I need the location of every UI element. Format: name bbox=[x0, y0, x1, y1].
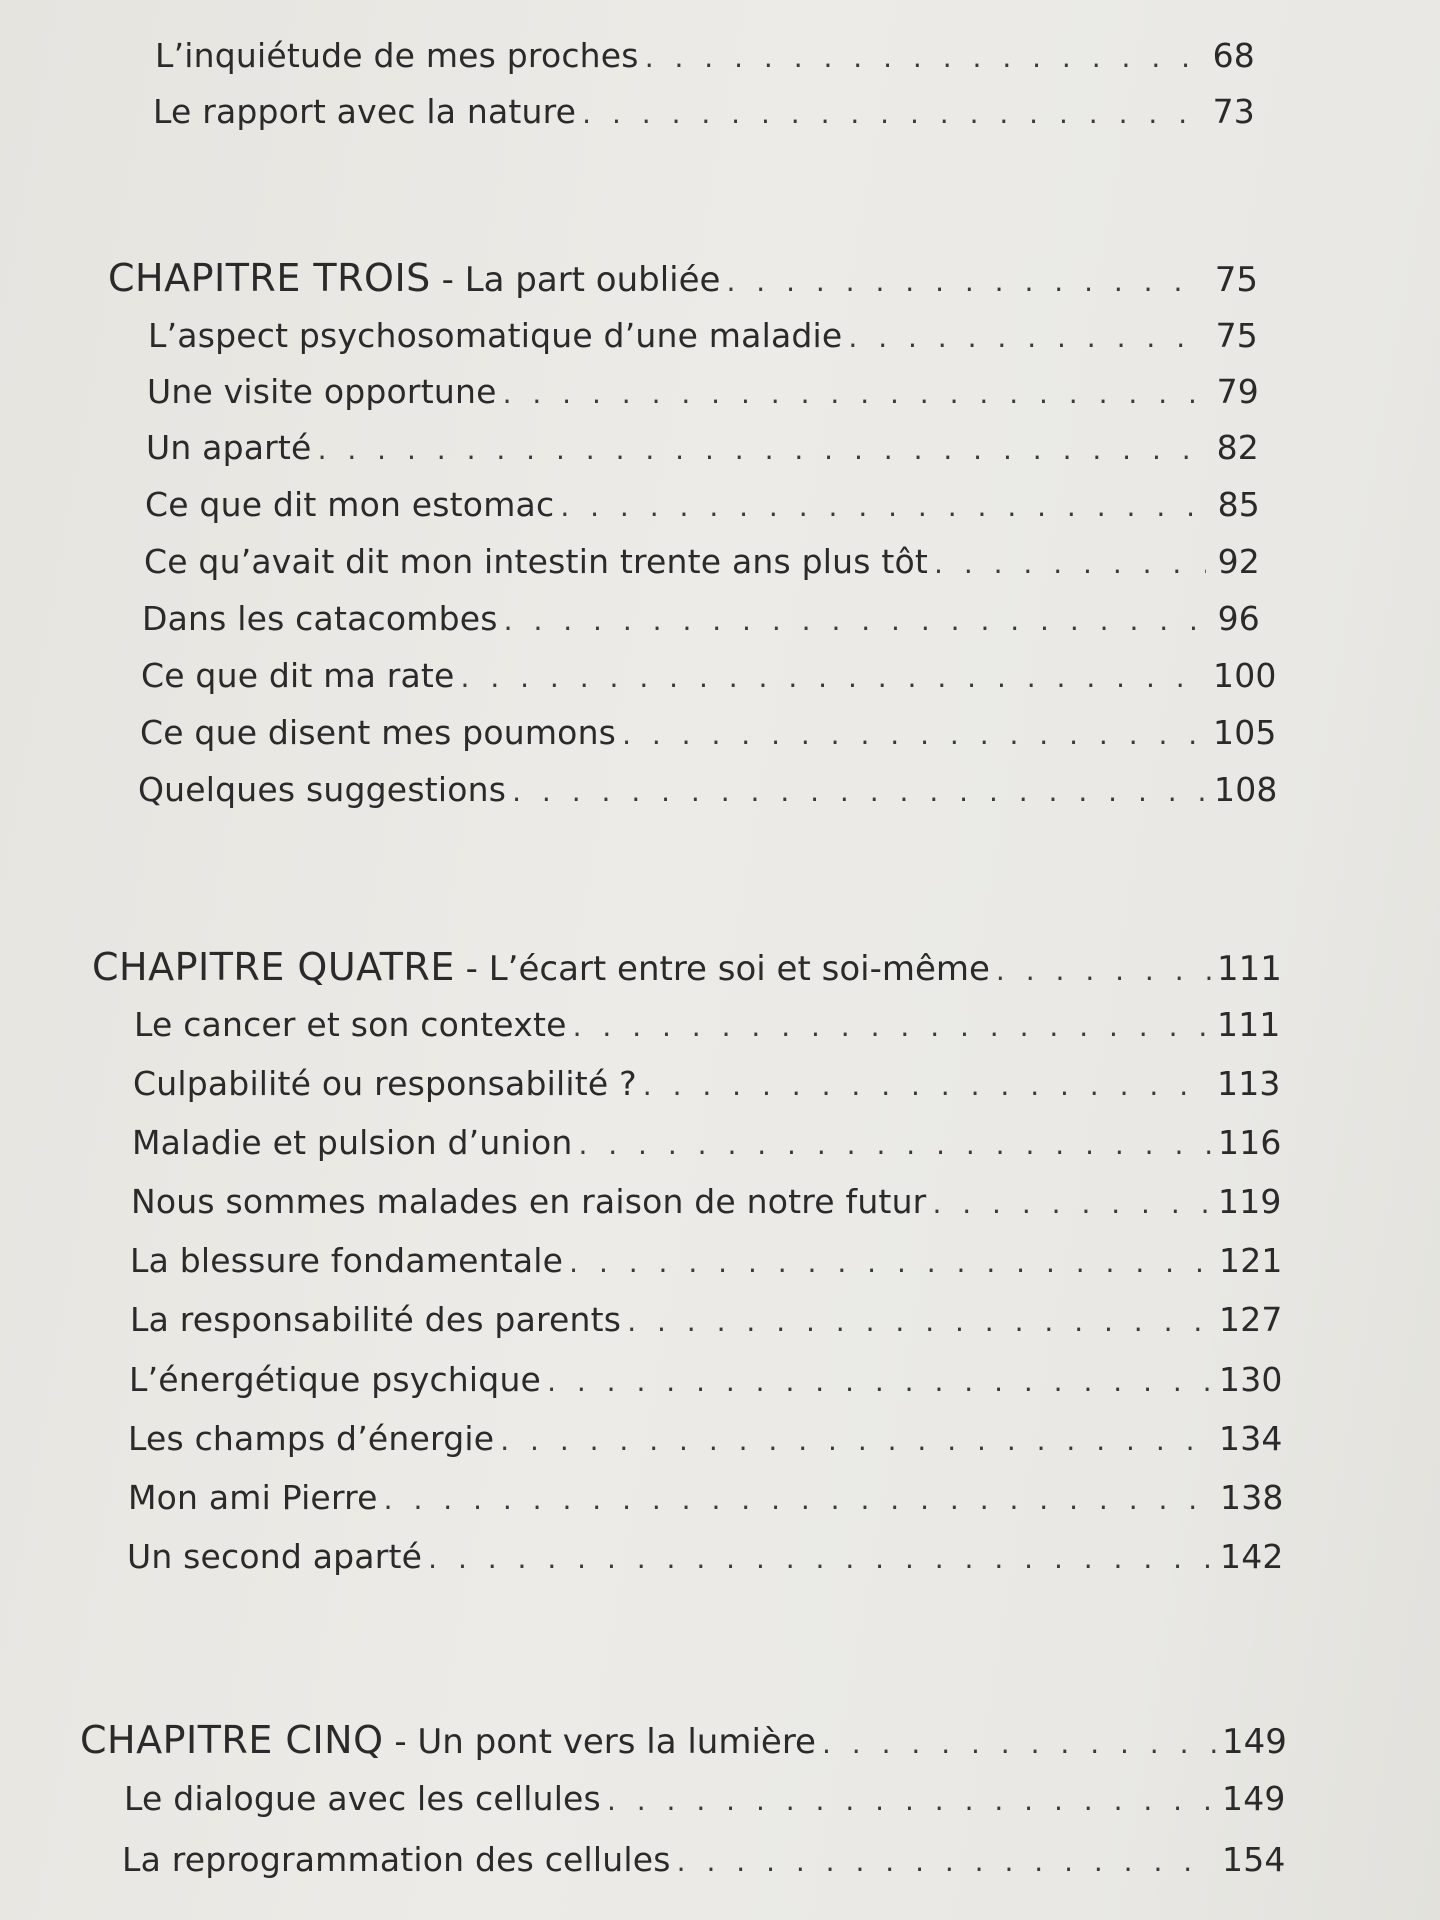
toc-entry-page: 108 bbox=[1214, 770, 1278, 809]
dot-leader bbox=[726, 265, 1204, 299]
toc-entry-title: Le dialogue avec les cellules bbox=[124, 1779, 601, 1818]
toc-entry bbox=[130, 1300, 1283, 1340]
toc-entry bbox=[142, 599, 1260, 639]
toc-entry-page: 92 bbox=[1217, 542, 1260, 581]
toc-entry-page: 116 bbox=[1218, 1123, 1282, 1162]
toc-entry bbox=[128, 1419, 1283, 1459]
toc-entry bbox=[122, 1840, 1286, 1880]
toc-entry-title: Ce que dit ma rate bbox=[141, 656, 455, 695]
dot-leader bbox=[643, 1069, 1211, 1103]
toc-entry bbox=[131, 1182, 1282, 1222]
toc-entry-title: Maladie et pulsion d’union bbox=[132, 1123, 573, 1162]
toc-entry-page: 79 bbox=[1216, 372, 1259, 411]
toc-entry-page: 100 bbox=[1213, 656, 1277, 695]
toc-entry-title: Ce qu’avait dit mon intestin trente ans plus tôt bbox=[144, 542, 929, 581]
toc-entry-page: 85 bbox=[1217, 485, 1260, 524]
toc-entry-page: 73 bbox=[1212, 92, 1255, 131]
toc-entry-title: L’énergétique psychique bbox=[129, 1360, 542, 1399]
toc-entry bbox=[148, 316, 1258, 356]
toc-entry bbox=[134, 1005, 1281, 1045]
toc-entry-title: La blessure fondamentale bbox=[130, 1241, 564, 1280]
toc-entry-title: Le cancer et son contexte bbox=[134, 1005, 567, 1044]
chapter-label: CHAPITRE TROIS bbox=[108, 256, 431, 300]
dot-leader bbox=[512, 775, 1208, 809]
chapter-heading bbox=[92, 945, 1282, 991]
toc-entry-title: Ce que disent mes poumons bbox=[140, 713, 617, 752]
dot-leader bbox=[500, 1424, 1213, 1458]
toc-entry-page: 149 bbox=[1222, 1779, 1286, 1818]
toc-entry-page: 105 bbox=[1213, 713, 1277, 752]
toc-entry-title: Les champs d’énergie bbox=[128, 1419, 495, 1458]
dot-leader bbox=[582, 97, 1201, 131]
toc-entry-title: Culpabilité ou responsabilité ? bbox=[133, 1064, 637, 1103]
toc-entry bbox=[138, 770, 1278, 810]
chapter-title: Un pont vers la lumière bbox=[417, 1722, 816, 1762]
chapter-label: CHAPITRE CINQ bbox=[80, 1718, 384, 1762]
toc-entry bbox=[133, 1064, 1281, 1104]
dot-leader bbox=[578, 1128, 1212, 1162]
dot-leader bbox=[627, 1305, 1213, 1339]
dot-leader bbox=[384, 1483, 1214, 1517]
chapter-label: CHAPITRE QUATRE bbox=[92, 945, 455, 989]
chapter-separator: - bbox=[430, 260, 465, 300]
toc-entry-title: Dans les catacombes bbox=[142, 599, 498, 638]
chapter-separator: - bbox=[383, 1722, 418, 1762]
toc-entry-page: 138 bbox=[1220, 1478, 1284, 1517]
toc-entry bbox=[140, 713, 1277, 753]
dot-leader bbox=[622, 718, 1207, 752]
toc-entry-page: 119 bbox=[1218, 1182, 1282, 1221]
toc-entry bbox=[145, 485, 1260, 525]
toc-entry-page: 82 bbox=[1216, 428, 1259, 467]
dot-leader bbox=[932, 1187, 1212, 1221]
toc-entry-page: 130 bbox=[1219, 1360, 1283, 1399]
toc-entry-title: Une visite opportune bbox=[147, 372, 497, 411]
toc-entry-title: Ce que dit mon estomac bbox=[145, 485, 555, 524]
toc-entry bbox=[141, 656, 1277, 696]
chapter-title: La part oubliée bbox=[464, 260, 721, 300]
toc-entry-title: L’aspect psychosomatique d’une maladie bbox=[148, 316, 843, 355]
toc-entry-title: Un second aparté bbox=[127, 1537, 423, 1576]
toc-entry bbox=[130, 1241, 1283, 1281]
toc-entry bbox=[124, 1779, 1286, 1819]
dot-leader bbox=[428, 1542, 1214, 1576]
toc-entry-page: 113 bbox=[1217, 1064, 1281, 1103]
toc-entry bbox=[144, 542, 1260, 582]
dot-leader bbox=[822, 1727, 1216, 1761]
chapter-page: 75 bbox=[1214, 260, 1258, 300]
toc-entry-title: L’inquiétude de mes proches bbox=[155, 36, 639, 75]
toc-entry-page: 75 bbox=[1215, 316, 1258, 355]
toc-entry-page: 121 bbox=[1219, 1241, 1283, 1280]
toc-entry-title: Nous sommes malades en raison de notre futur bbox=[131, 1182, 927, 1221]
toc-entry-title: La responsabilité des parents bbox=[130, 1300, 622, 1339]
dot-leader bbox=[461, 661, 1207, 695]
toc-entry bbox=[147, 372, 1259, 412]
dot-leader bbox=[607, 1784, 1216, 1818]
dot-leader bbox=[503, 377, 1205, 411]
toc-entry-page: 154 bbox=[1222, 1840, 1286, 1879]
toc-entry bbox=[155, 36, 1255, 76]
chapter-heading bbox=[108, 256, 1258, 302]
toc-entry-title: Un aparté bbox=[146, 428, 312, 467]
toc-entry-title: Le rapport avec la nature bbox=[153, 92, 577, 131]
toc-entry-page: 68 bbox=[1212, 36, 1255, 75]
toc-entry bbox=[146, 428, 1259, 468]
toc-entry-title: Mon ami Pierre bbox=[128, 1478, 378, 1517]
toc-entry-page: 111 bbox=[1217, 1005, 1281, 1044]
dot-leader bbox=[573, 1010, 1211, 1044]
toc-entry-page: 96 bbox=[1217, 599, 1260, 638]
dot-leader bbox=[677, 1845, 1216, 1879]
chapter-page: 149 bbox=[1222, 1722, 1287, 1762]
toc-entry-page: 134 bbox=[1219, 1419, 1283, 1458]
toc-entry bbox=[153, 92, 1255, 132]
dot-leader bbox=[504, 604, 1206, 638]
chapter-title: L’écart entre soi et soi-même bbox=[488, 949, 990, 989]
toc-entry bbox=[132, 1123, 1282, 1163]
toc-entry-page: 142 bbox=[1220, 1537, 1284, 1576]
chapter-page: 111 bbox=[1217, 949, 1282, 989]
toc-entry bbox=[128, 1478, 1284, 1518]
dot-leader bbox=[547, 1365, 1213, 1399]
toc-entry bbox=[127, 1537, 1284, 1577]
toc-entry-page: 127 bbox=[1219, 1300, 1283, 1339]
toc-entry bbox=[129, 1360, 1283, 1400]
dot-leader bbox=[996, 954, 1211, 988]
dot-leader bbox=[848, 321, 1204, 355]
chapter-heading bbox=[80, 1718, 1287, 1764]
chapter-separator: - bbox=[454, 949, 489, 989]
dot-leader bbox=[318, 433, 1205, 467]
toc-entry-title: Quelques suggestions bbox=[138, 770, 507, 809]
dot-leader bbox=[645, 41, 1201, 75]
toc-entry-title: La reprogrammation des cellules bbox=[122, 1840, 671, 1879]
dot-leader bbox=[560, 490, 1206, 524]
dot-leader bbox=[934, 547, 1206, 581]
dot-leader bbox=[569, 1246, 1213, 1280]
